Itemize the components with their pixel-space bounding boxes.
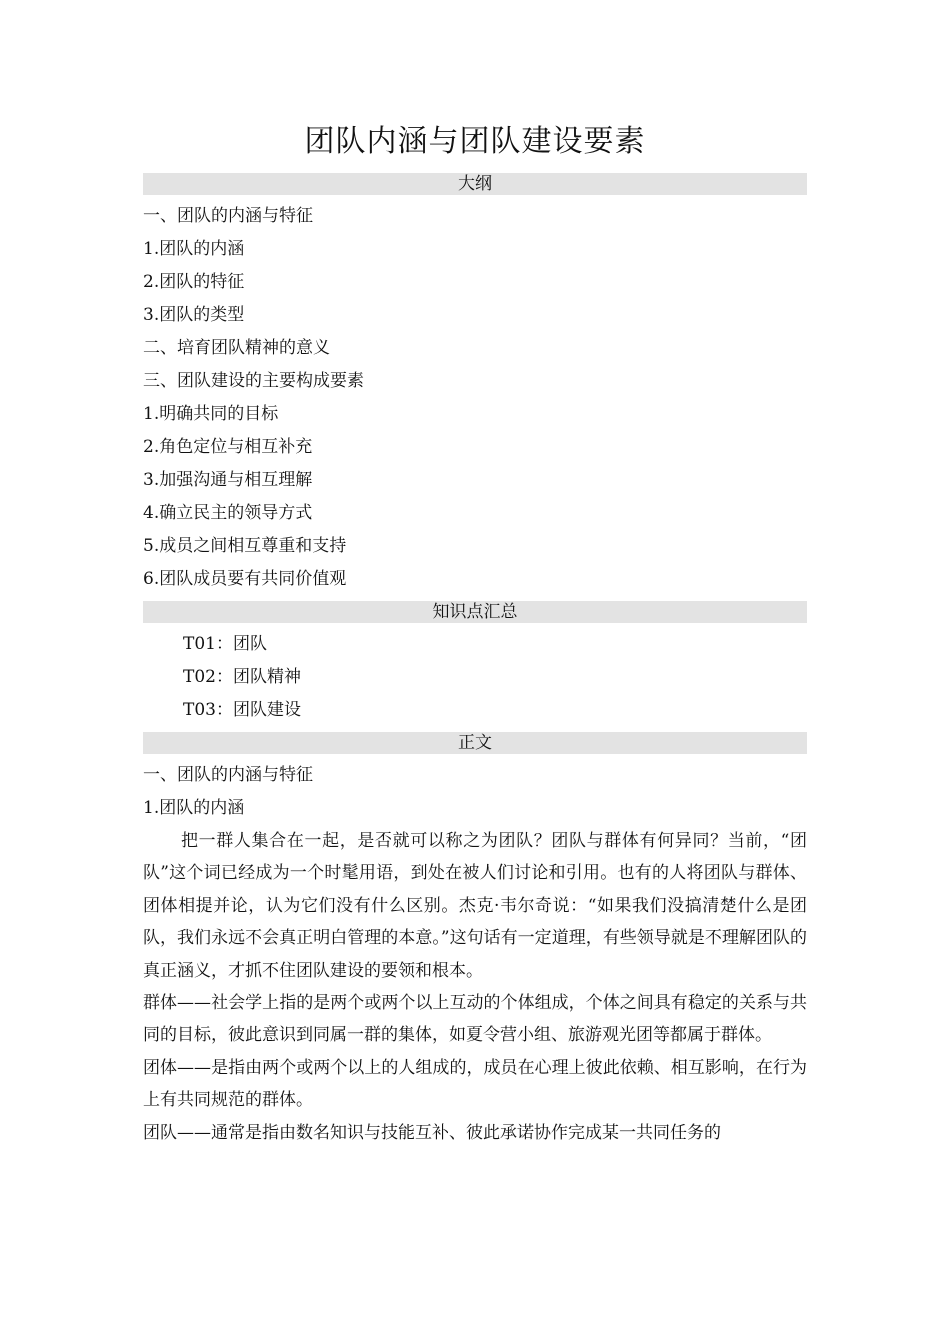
outline-item: 一、团队的内涵与特征 bbox=[143, 206, 313, 226]
knowledge-list bbox=[143, 628, 807, 727]
knowledge-item: T01：团队 bbox=[183, 634, 267, 654]
outline-item: 4.确立民主的领导方式 bbox=[143, 503, 313, 523]
outline-item: 三、团队建设的主要构成要素 bbox=[143, 371, 364, 391]
document-content bbox=[143, 173, 807, 1149]
page-title: 团队内涵与团队建设要素 bbox=[304, 124, 646, 159]
outline-item: 1.团队的内涵 bbox=[143, 239, 245, 259]
knowledge-item: T02：团队精神 bbox=[183, 667, 301, 687]
outline-item: 3.加强沟通与相互理解 bbox=[143, 470, 313, 490]
outline-item: 2.团队的特征 bbox=[143, 272, 245, 292]
outline-section-bar: 大纲 bbox=[143, 173, 807, 195]
knowledge-item: T03：团队建设 bbox=[183, 700, 301, 720]
knowledge-section-bar: 知识点汇总 bbox=[143, 601, 807, 623]
body-subheading: 1.团队的内涵 bbox=[143, 798, 245, 818]
outline-item: 5.成员之间相互尊重和支持 bbox=[143, 536, 347, 556]
outline-item: 1.明确共同的目标 bbox=[143, 404, 279, 424]
outline-item: 2.角色定位与相互补充 bbox=[143, 437, 313, 457]
body-paragraph: 把一群人集合在一起，是否就可以称之为团队？团队与群体有何异同？当前，“团队”这个词已经成为一个时髦用语，到处在被人们讨论和引用。也有的人将团队与群体、团体相提并论，认为它们没有什么区别。杰克·韦尔奇说：“如果我们没搞清楚什么是团队，我们永远不会真正明白管理的本意。”这句话有一定道理，有些领导就是不理解团队的真正涵义，才抓不住团队建设的要领和根本。 bbox=[143, 831, 807, 981]
body-text bbox=[143, 759, 807, 1149]
outline-item: 3.团队的类型 bbox=[143, 305, 245, 325]
outline-item: 6.团队成员要有共同价值观 bbox=[143, 569, 347, 589]
body-paragraph: 团体——是指由两个或两个以上的人组成的，成员在心理上彼此依赖、相互影响，在行为上有共同规范的群体。 bbox=[143, 1057, 807, 1111]
body-paragraph: 群体——社会学上指的是两个或两个以上互动的个体组成，个体之间具有稳定的关系与共同的目标，彼此意识到同属一群的集体，如夏令营小组、旅游观光团等都属于群体。 bbox=[143, 993, 807, 1046]
outline-list bbox=[143, 200, 807, 596]
body-section-bar: 正文 bbox=[143, 732, 807, 754]
body-paragraph: 团队——通常是指由数名知识与技能互补、彼此承诺协作完成某一共同任务的 bbox=[143, 1122, 721, 1143]
outline-item: 二、培育团队精神的意义 bbox=[143, 338, 330, 358]
body-heading: 一、团队的内涵与特征 bbox=[143, 765, 313, 785]
